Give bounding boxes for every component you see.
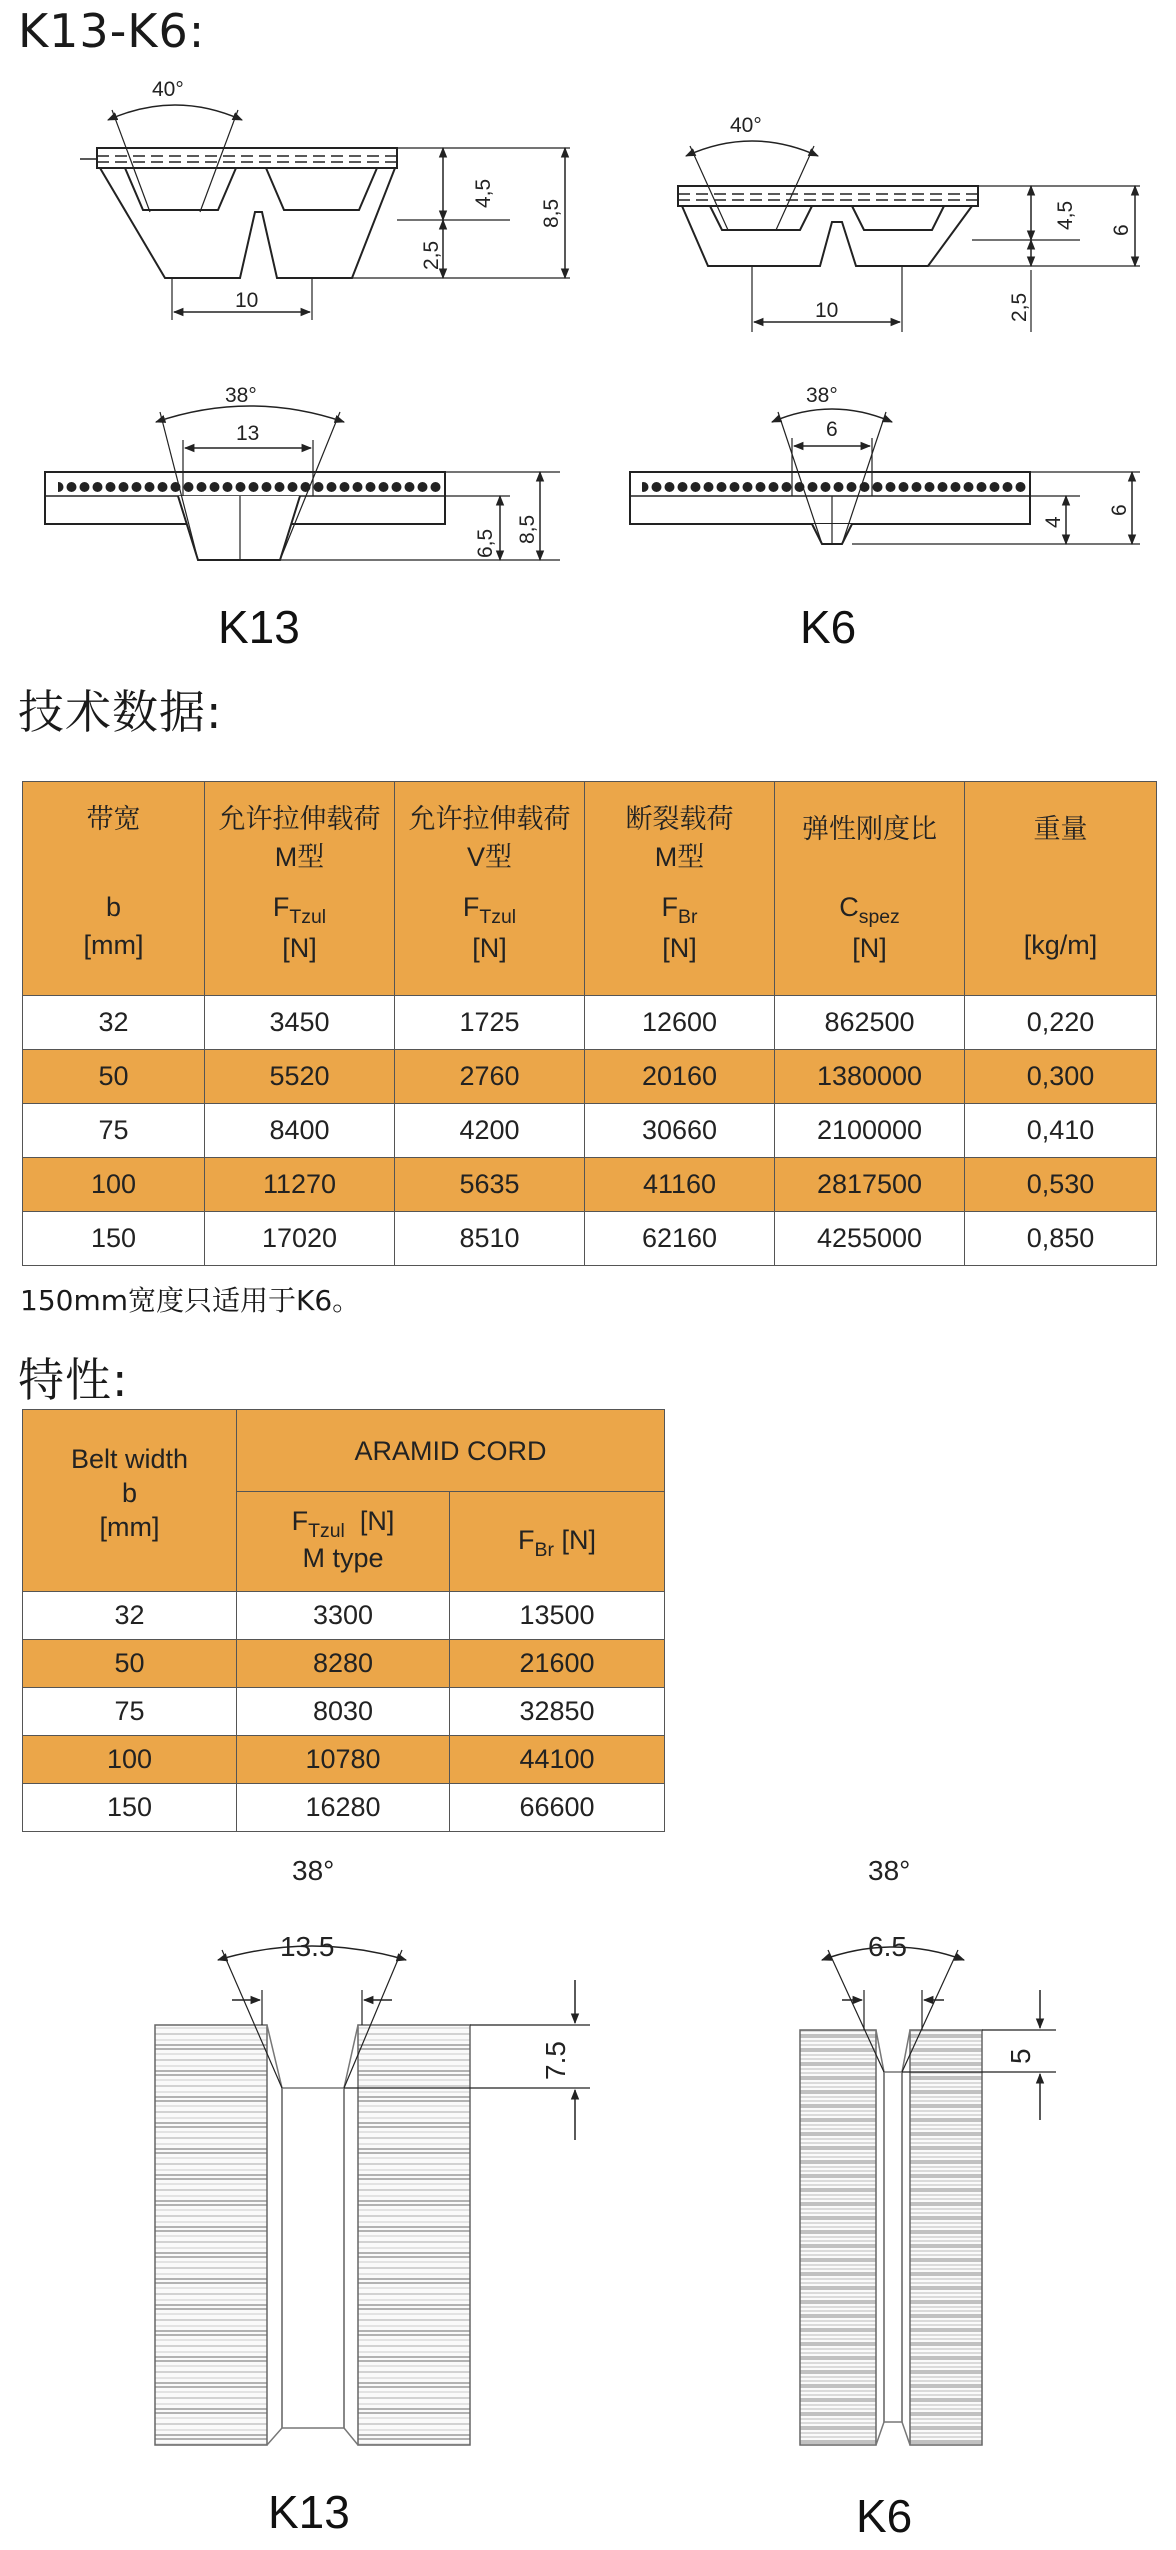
col-weight-header: 重量 [kg/m] xyxy=(965,782,1157,996)
table-row: 100 10780 44100 xyxy=(23,1736,665,1784)
k6-pulley xyxy=(800,1947,1056,2445)
col-fbr-header: 断裂载荷 M型 $F_{Br}$ [N] xyxy=(585,782,775,996)
k13-pulley xyxy=(155,1946,590,2445)
table-row: 32 3300 13500 xyxy=(23,1592,665,1640)
k6-pulley-depth-label: 5 xyxy=(1005,2048,1036,2064)
belt-width-header: Belt width b [mm] xyxy=(23,1410,237,1592)
k6-v-angle-label: 40° xyxy=(730,114,762,137)
k13-v-h1-label: 4,5 xyxy=(472,178,495,208)
properties-heading: 特性: xyxy=(18,1353,129,1407)
k13-s-width-label: 13 xyxy=(236,422,260,445)
k13-v-h2-label: 2,5 xyxy=(420,240,443,270)
tech-data-table xyxy=(22,781,1157,1266)
k13-s-angle-label: 38° xyxy=(225,384,257,407)
k6-cord-dots xyxy=(642,478,1026,492)
k6-v-pitch-label: 10 xyxy=(815,299,839,322)
k6-s-angle-label: 38° xyxy=(806,384,838,407)
k6-s-width-label: 6 xyxy=(826,418,838,441)
table-row: 100 11270 5635 41160 2817500 0,530 xyxy=(23,1158,1157,1212)
k6-v-profile xyxy=(678,141,1140,332)
table-row: 50 5520 2760 20160 1380000 0,300 xyxy=(23,1050,1157,1104)
k6-pulley-width-label: 6.5 xyxy=(868,1931,907,1962)
k13-label: K13 xyxy=(218,601,300,653)
col-ftzul-m-header: 允许拉伸载荷 M型 $F_{Tzul}$ [N] xyxy=(205,782,395,996)
col-width-header: 带宽 b [mm] xyxy=(23,782,205,996)
k6-v-h1-label: 4,5 xyxy=(1054,200,1077,230)
k6-label: K6 xyxy=(800,601,857,653)
table-row: 75 8030 32850 xyxy=(23,1688,665,1736)
k13-v-pitch-label: 10 xyxy=(235,289,259,312)
table-row: 50 8280 21600 xyxy=(23,1640,665,1688)
k13-pulley-width-label: 13.5 xyxy=(280,1931,335,1962)
ftzul-header: $F_{Tzul}$ [N] M type xyxy=(237,1492,450,1592)
table-row: 150 16280 66600 xyxy=(23,1784,665,1832)
k6-pulley-angle-label: 38° xyxy=(868,1855,911,1886)
k13-v-angle-label: 40° xyxy=(152,78,184,101)
table-row: 150 17020 8510 62160 4255000 0,850 xyxy=(23,1212,1157,1266)
k6-s-total-label: 6 xyxy=(1108,504,1131,516)
k6-pulley-label: K6 xyxy=(856,2490,913,2542)
col-ftzul-v-header: 允许拉伸载荷 V型 $F_{Tzul}$ [N] xyxy=(395,782,585,996)
fbr-header: $F_{Br}$ [N] xyxy=(450,1492,665,1592)
k13-cord-dots xyxy=(58,478,442,492)
k13-s-h1-label: 6,5 xyxy=(474,528,497,558)
profiles-heading: K13-K6: xyxy=(18,4,206,58)
table-row: 32 3450 1725 12600 862500 0,220 xyxy=(23,996,1157,1050)
k6-v-h2-label: 2,5 xyxy=(1008,292,1031,322)
k13-pulley-depth-label: 7.5 xyxy=(540,2041,571,2080)
k13-pulley-label: K13 xyxy=(268,2486,350,2538)
profile-drawing xyxy=(0,60,1176,660)
k13-v-profile xyxy=(80,105,570,320)
tech-data-heading: 技术数据: xyxy=(18,685,223,739)
k13-pulley-angle-label: 38° xyxy=(292,1855,335,1886)
width-note: 150mm宽度只适用于K6。 xyxy=(20,1284,361,1317)
col-cspez-header: 弹性刚度比 $C_{spez}$ [N] xyxy=(775,782,965,996)
aramid-cord-table xyxy=(22,1409,665,1832)
pulley-drawing xyxy=(0,1840,1176,2550)
k6-v-total-label: 6 xyxy=(1110,224,1133,236)
k6-s-h1-label: 4 xyxy=(1042,516,1065,528)
k13-v-total-label: 8,5 xyxy=(540,198,563,228)
k13-s-total-label: 8,5 xyxy=(516,514,539,544)
table-row: 75 8400 4200 30660 2100000 0,410 xyxy=(23,1104,1157,1158)
aramid-cord-header: ARAMID CORD xyxy=(237,1410,665,1492)
